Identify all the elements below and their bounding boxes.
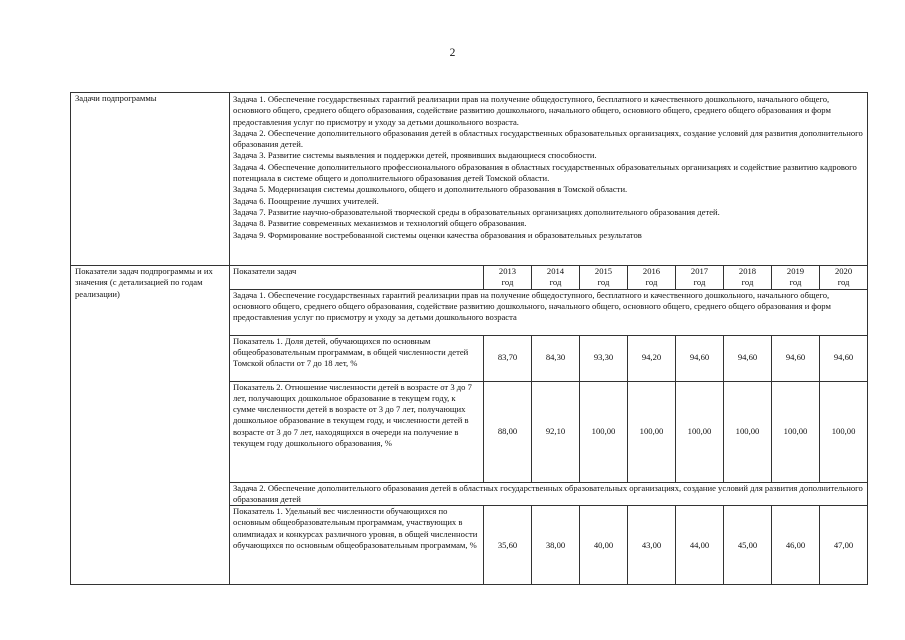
indicator-value: 94,60 — [676, 335, 724, 381]
year-header: 2017 год — [676, 266, 724, 290]
task-group-title: Задача 1. Обеспечение государственных гарантий реализации прав на получение общедоступного, бесплатного и качественного дошкольного, начального общего, основного общего, среднего общего образования, содействие развитию дошкольного, начального общего, основного общего, среднего общего образования и форм предоставления услуг по присмотру и уходу за детьми дошкольного возраста — [230, 289, 868, 335]
task-item: Задача 6. Поощрение лучших учителей. — [233, 195, 379, 206]
indicator-value: 45,00 — [724, 506, 772, 585]
tasks-label: Задачи подпрограммы — [71, 93, 230, 266]
indicator-value: 94,60 — [772, 335, 820, 381]
tasks-list — [230, 93, 868, 266]
indicator-value: 100,00 — [628, 381, 676, 482]
indicator-value: 94,60 — [724, 335, 772, 381]
indicator-value: 100,00 — [820, 381, 868, 482]
indicator-name: Показатель 1. Удельный вес численности обучающихся по основным общеобразовательным программам, участвующих в олимпиадах и конкурсах различного уровня, в общей численности обучающихся по основным общеобразовательным программам, % — [230, 506, 484, 585]
indicator-value: 100,00 — [772, 381, 820, 482]
indicators-header-row — [71, 266, 868, 290]
task-item: Задача 5. Модернизация системы дошкольного, общего и дополнительного образования в Томской области. — [233, 184, 628, 195]
indicator-value: 84,30 — [532, 335, 580, 381]
indicator-value: 94,20 — [628, 335, 676, 381]
indicator-name: Показатель 1. Доля детей, обучающихся по основным общеобразовательным программам, в общей численности детей Томской области от 7 до 18 лет, % — [230, 335, 484, 381]
indicators-header-label: Показатели задач — [230, 266, 484, 290]
indicator-value: 47,00 — [820, 506, 868, 585]
indicator-value: 93,30 — [580, 335, 628, 381]
year-header: 2013 год — [484, 266, 532, 290]
task-group-title: Задача 2. Обеспечение дополнительного образования детей в областных государственных образовательных организациях, создание условий для развития дополнительного образования детей — [230, 482, 868, 506]
year-header: 2015 год — [580, 266, 628, 290]
indicators-label: Показатели задач подпрограммы и их значения (с детализацией по годам реализации) — [71, 266, 230, 585]
year-header: 2016 год — [628, 266, 676, 290]
year-header: 2014 год — [532, 266, 580, 290]
task-item: Задача 4. Обеспечение дополнительного профессионального образования в областных государственных образовательных организациях и содействие развитию кадрового потенциала в системе общего и дополнительного образования детей Томской области. — [233, 161, 857, 184]
indicator-name: Показатель 2. Отношение численности детей в возрасте от 3 до 7 лет, получающих дошкольное образование в текущем году, к сумме численности детей в возрасте от 3 до 7 лет, получающих дошкольное образование в текущем году, и численности детей в возрасте от 3 до 7 лет, находящихся в очереди на получение в текущем году дошкольного образования, % — [230, 381, 484, 482]
indicator-value: 100,00 — [724, 381, 772, 482]
task-item: Задача 2. Обеспечение дополнительного образования детей в областных государственных образовательных организациях, создание условий для развития дополнительного образования детей. — [233, 127, 863, 150]
indicator-value: 35,60 — [484, 506, 532, 585]
tasks-row — [71, 93, 868, 266]
task-item: Задача 7. Развитие научно-образовательной творческой среды в образовательных организациях дополнительного образования детей. — [233, 206, 720, 217]
task-item: Задача 9. Формирование востребованной системы оценки качества образования и образовательных результатов — [233, 229, 642, 240]
year-header: 2019 год — [772, 266, 820, 290]
indicator-value: 44,00 — [676, 506, 724, 585]
indicator-value: 92,10 — [532, 381, 580, 482]
indicator-value: 83,70 — [484, 335, 532, 381]
indicator-value: 100,00 — [580, 381, 628, 482]
indicator-value: 88,00 — [484, 381, 532, 482]
indicator-value: 43,00 — [628, 506, 676, 585]
indicator-value: 46,00 — [772, 506, 820, 585]
task-item: Задача 3. Развитие системы выявления и поддержки детей, проявивших выдающиеся способности. — [233, 150, 597, 161]
year-header: 2020 год — [820, 266, 868, 290]
year-header: 2018 год — [724, 266, 772, 290]
subprogram-passport-table — [70, 92, 868, 585]
indicator-value: 40,00 — [580, 506, 628, 585]
page-number: 2 — [449, 47, 456, 59]
indicator-value: 38,00 — [532, 506, 580, 585]
indicator-value: 100,00 — [676, 381, 724, 482]
indicator-value: 94,60 — [820, 335, 868, 381]
task-item: Задача 1. Обеспечение государственных гарантий реализации прав на получение общедоступного, бесплатного и качественного дошкольного, начального общего, основного общего, среднего общего образования, содействие развитию дошкольного, начального общего, основного общего, среднего общего образования и форм предоставления услуг по присмотру и уходу за детьми дошкольного возраста. — [233, 94, 831, 127]
task-item: Задача 8. Развитие современных механизмов и технологий общего образования. — [233, 218, 527, 229]
